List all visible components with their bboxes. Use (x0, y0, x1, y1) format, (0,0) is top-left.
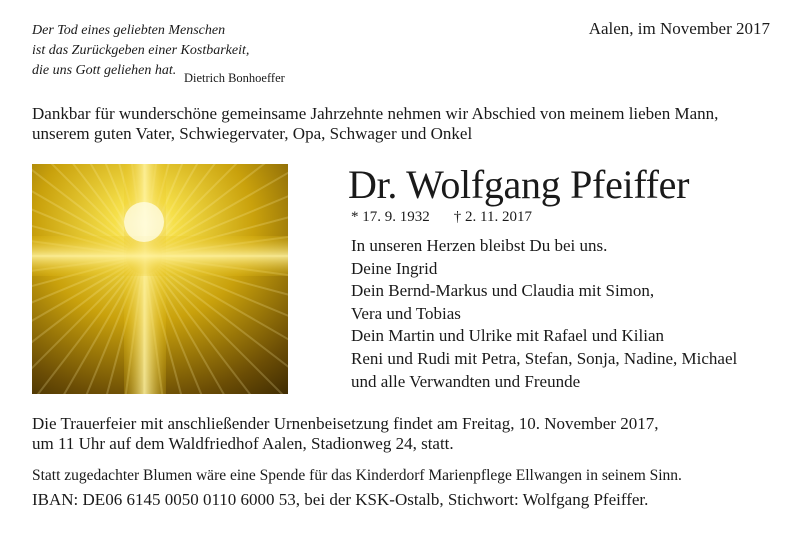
mourner-line: Reni und Rudi mit Petra, Stefan, Sonja, Nadine, Michael (351, 348, 738, 368)
bank-details: IBAN: DE06 6145 0050 0110 6000 53, bei der KSK-Ostalb, Stichwort: Wolfgang Pfeiffer. (32, 490, 649, 509)
mourner-line: Dein Martin und Ulrike mit Rafael und Kilian (351, 326, 665, 346)
service-info (32, 414, 658, 454)
quote-line: die uns Gott geliehen hat. (32, 63, 177, 78)
mourner-line: und alle Verwandten und Freunde (351, 371, 581, 391)
mourner-line: In unseren Herzen bleibst Du bei uns. (351, 236, 608, 255)
service-line: um 11 Uhr auf dem Waldfriedhof Aalen, Stadionweg 24, statt. (32, 434, 454, 453)
mourner-line: Vera und Tobias (351, 303, 461, 323)
donation-note: Statt zugedachter Blumen wäre eine Spende für das Kinderdorf Marienpflege Ellwangen in seinem Sinn. (32, 467, 682, 484)
mourners-list (351, 235, 737, 393)
place-date: Aalen, im November 2017 (588, 19, 770, 38)
quote-line: Der Tod eines geliebten Menschen (32, 23, 226, 38)
life-dates (351, 209, 532, 226)
mourner-line: Dein Bernd-Markus und Claudia mit Simon, (351, 281, 655, 301)
service-line: Die Trauerfeier mit anschließender Urnenbeisetzung findet am Freitag, 10. November 2017, (32, 414, 659, 433)
intro-line: Dankbar für wunderschöne gemeinsame Jahrzehnte nehmen wir Abschied von meinem lieben Mann, (32, 104, 719, 123)
quote-line: ist das Zurückgeben einer Kostbarkeit, (32, 43, 250, 58)
cross-icon (32, 164, 288, 394)
deceased-name: Dr. Wolfgang Pfeiffer (348, 162, 690, 207)
death-date: † 2. 11. 2017 (453, 209, 532, 225)
golden-cross-image (32, 164, 288, 394)
birth-date: * 17. 9. 1932 (351, 209, 430, 225)
mourner-line: Deine Ingrid (351, 258, 438, 278)
intro-line: unserem guten Vater, Schwiegervater, Opa, Schwager und Onkel (32, 124, 473, 143)
quote-author: Dietrich Bonhoeffer (184, 71, 285, 85)
intro-text (32, 104, 718, 144)
